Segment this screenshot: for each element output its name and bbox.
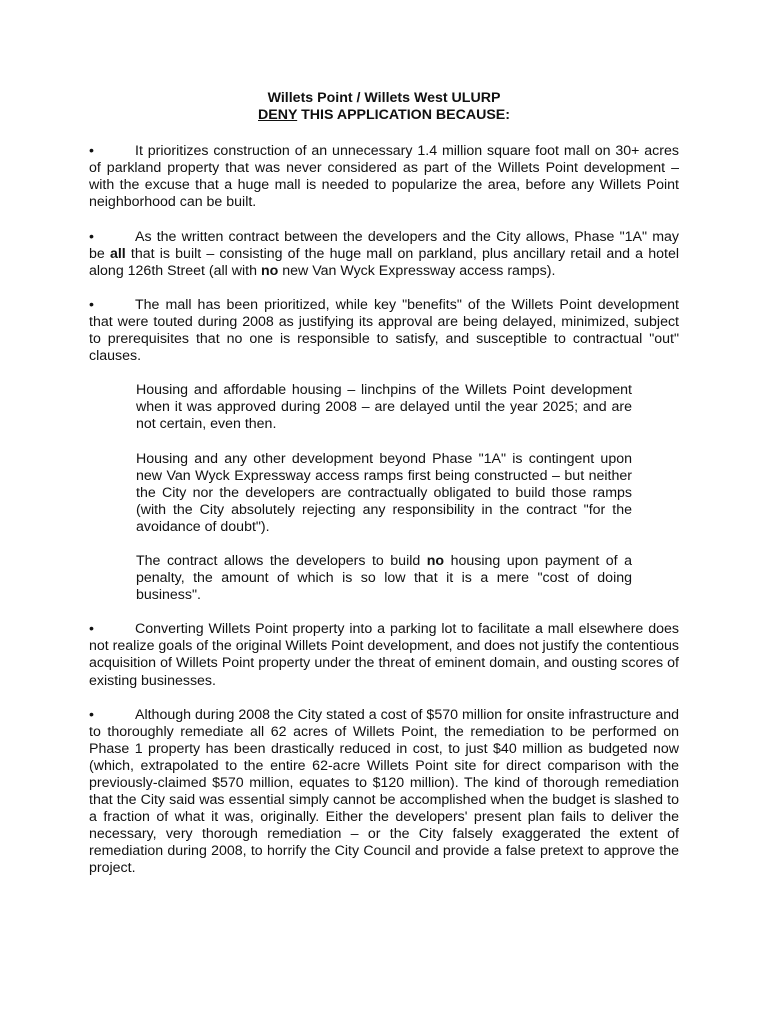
bullet-icon: •: [89, 706, 94, 723]
bullet-icon: •: [89, 621, 94, 638]
title-line-2: THIS APPLICATION BECAUSE:: [297, 107, 510, 124]
point-text: As the written contract between the developers and the City allows, Phase "1A" may be: [89, 228, 679, 262]
sub-point-housing-delayed: Housing and affordable housing – linchpins of the Willets Point development when it was approved during 2008 – are delayed until the year 2025; and are not certain, even then.: [136, 382, 632, 433]
emphasis-no: no: [260, 262, 279, 279]
title-deny-word: DENY: [258, 107, 298, 124]
bullet-point-mall-priority: [89, 143, 679, 211]
bullet-icon: •: [89, 296, 94, 313]
bullet-point-phase-1a: [89, 229, 679, 280]
document-page: [89, 90, 679, 895]
point-text: The mall has been prioritized, while key "benefits" of the Willets Point development that were touted during 2008 as justifying its approval are being delayed, minimized, subject to prerequisites that no one is responsible to satisfy, and susceptible to contractual "out" clauses.: [89, 296, 679, 365]
bullet-icon: •: [89, 143, 94, 160]
point-text: Converting Willets Point property into a parking lot to facilitate a mall elsewhere does not realize goals of the original Willets Point development, and does not justify the contentious acquisition of Willets Point property under the threat of eminent domain, and ousting scores of existing businesses.: [89, 621, 679, 689]
emphasis-no: no: [426, 552, 445, 569]
sub-point-ramps-contingent: Housing and any other development beyond Phase "1A" is contingent upon new Van Wyck Expressway access ramps first being constructed – but neither the City nor the developers are contractually obligated to build those ramps (with the City absolutely rejecting any responsibility in the contract "for the avoidance of doubt").: [136, 450, 632, 535]
bullet-point-remediation: [89, 707, 679, 878]
emphasis-all: all: [109, 245, 126, 262]
bullet-point-benefits-delayed: [89, 297, 679, 365]
title-line-1: Willets Point / Willets West ULURP: [267, 90, 501, 106]
point-text: It prioritizes construction of an unnecessary 1.4 million square foot mall on 30+ acres of parkland property that was never considered as part of the Willets Point development – with the excuse that a huge mall is needed to popularize the area, before any Willets Point neighborhood can be built.: [89, 143, 679, 211]
sub-point-penalty: [136, 553, 632, 604]
point-text: Although during 2008 the City stated a cost of $570 million for onsite infrastructure and to thoroughly remediate all 62 acres of Willets Point, the remediation to be performed on Phase 1 property has been drastically reduced in cost, to just $40 million as budgeted now (which, extrapolated to the entire 62-acre Willets Point site for direct comparison with the previously-claimed $570 million, equates to $120 million). The kind of thorough remediation that the City said was essential simply cannot be accomplished when the budget is slashed to a fraction of what it was, originally. Either the developers' present plan fails to deliver the necessary, very thorough remediation – or the City falsely exaggerated the extent of remediation during 2008, to horrify the City Council and provide a false pretext to approve the project.: [89, 706, 679, 877]
bullet-point-parking-lot: [89, 621, 679, 689]
point-text: new Van Wyck Expressway access ramps).: [278, 262, 556, 279]
point-text: that is built – consisting of the huge mall on parkland, plus ancillary retail and a hotel along 126th Street (all with: [89, 245, 679, 279]
bullet-icon: •: [89, 228, 94, 245]
point-text: housing upon payment of a penalty, the amount of which is so low that it is a mere "cost of doing business".: [136, 552, 632, 604]
document-title: [89, 90, 679, 124]
point-text: The contract allows the developers to build: [136, 552, 427, 569]
